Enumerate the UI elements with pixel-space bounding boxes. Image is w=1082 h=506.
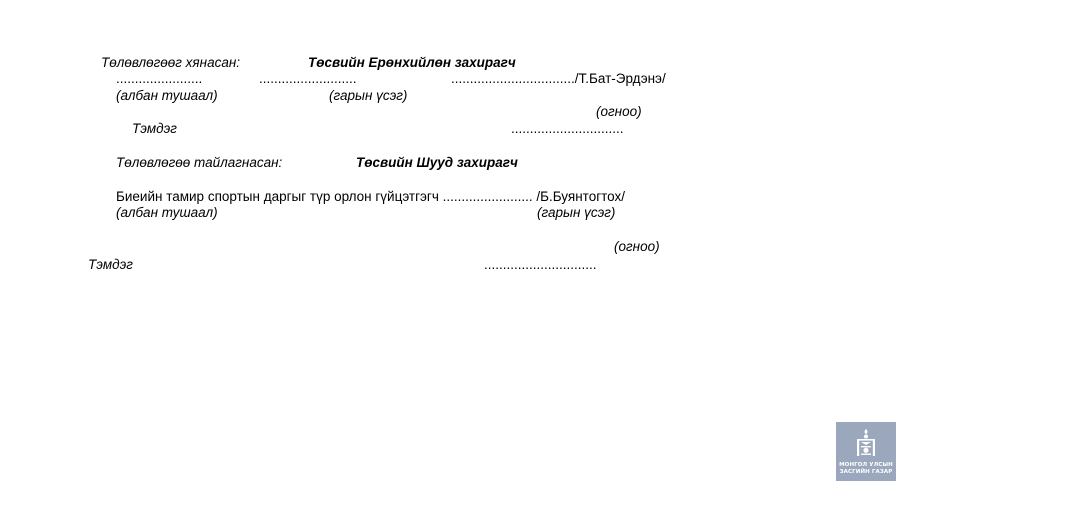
reporter-position-caption: (албан тушаал) xyxy=(116,205,218,220)
reporter-stamp-label: Тэмдэг xyxy=(88,257,133,272)
reporter-position-line: Биеийн тамир спортын даргыг түр орлон гүйцэтгэгч ........................ /Б.Буянтогтох/ xyxy=(116,189,626,204)
reviewer-stamp-label: Тэмдэг xyxy=(132,121,177,136)
emblem-caption-line1: МОНГОЛ УЛСЫН xyxy=(839,462,893,468)
reporter-date-dots: .............................. xyxy=(484,257,597,272)
soyombo-emblem-icon xyxy=(836,428,896,463)
reviewer-role: Төсвийн Ерөнхийлөн захирагч xyxy=(308,55,516,70)
reviewer-position-dots: ....................... xyxy=(116,71,203,86)
reviewer-date-caption: (огноо) xyxy=(596,104,642,119)
reviewer-date-dots: .............................. xyxy=(511,121,624,136)
reviewer-signature-dots: .......................... xyxy=(259,71,357,86)
reporter-date-caption: (огноо) xyxy=(614,239,660,254)
reviewed-label: Төлөвлөгөөг хянасан: xyxy=(101,55,241,70)
reviewer-position-caption: (албан тушаал) xyxy=(116,88,218,103)
reported-label: Төлөвлөгөө тайлагнасан: xyxy=(116,155,283,170)
reviewer-signature-caption: (гарын үсэг) xyxy=(329,88,408,103)
emblem-caption-line2: ЗАСГИЙН ГАЗАР xyxy=(839,469,893,475)
government-emblem xyxy=(836,422,896,481)
reporter-role: Төсвийн Шууд захирагч xyxy=(356,155,518,170)
reviewer-name: ................................./Т.Бат-Эрдэнэ/ xyxy=(451,71,666,86)
reporter-signature-caption: (гарын үсэг) xyxy=(537,205,616,220)
